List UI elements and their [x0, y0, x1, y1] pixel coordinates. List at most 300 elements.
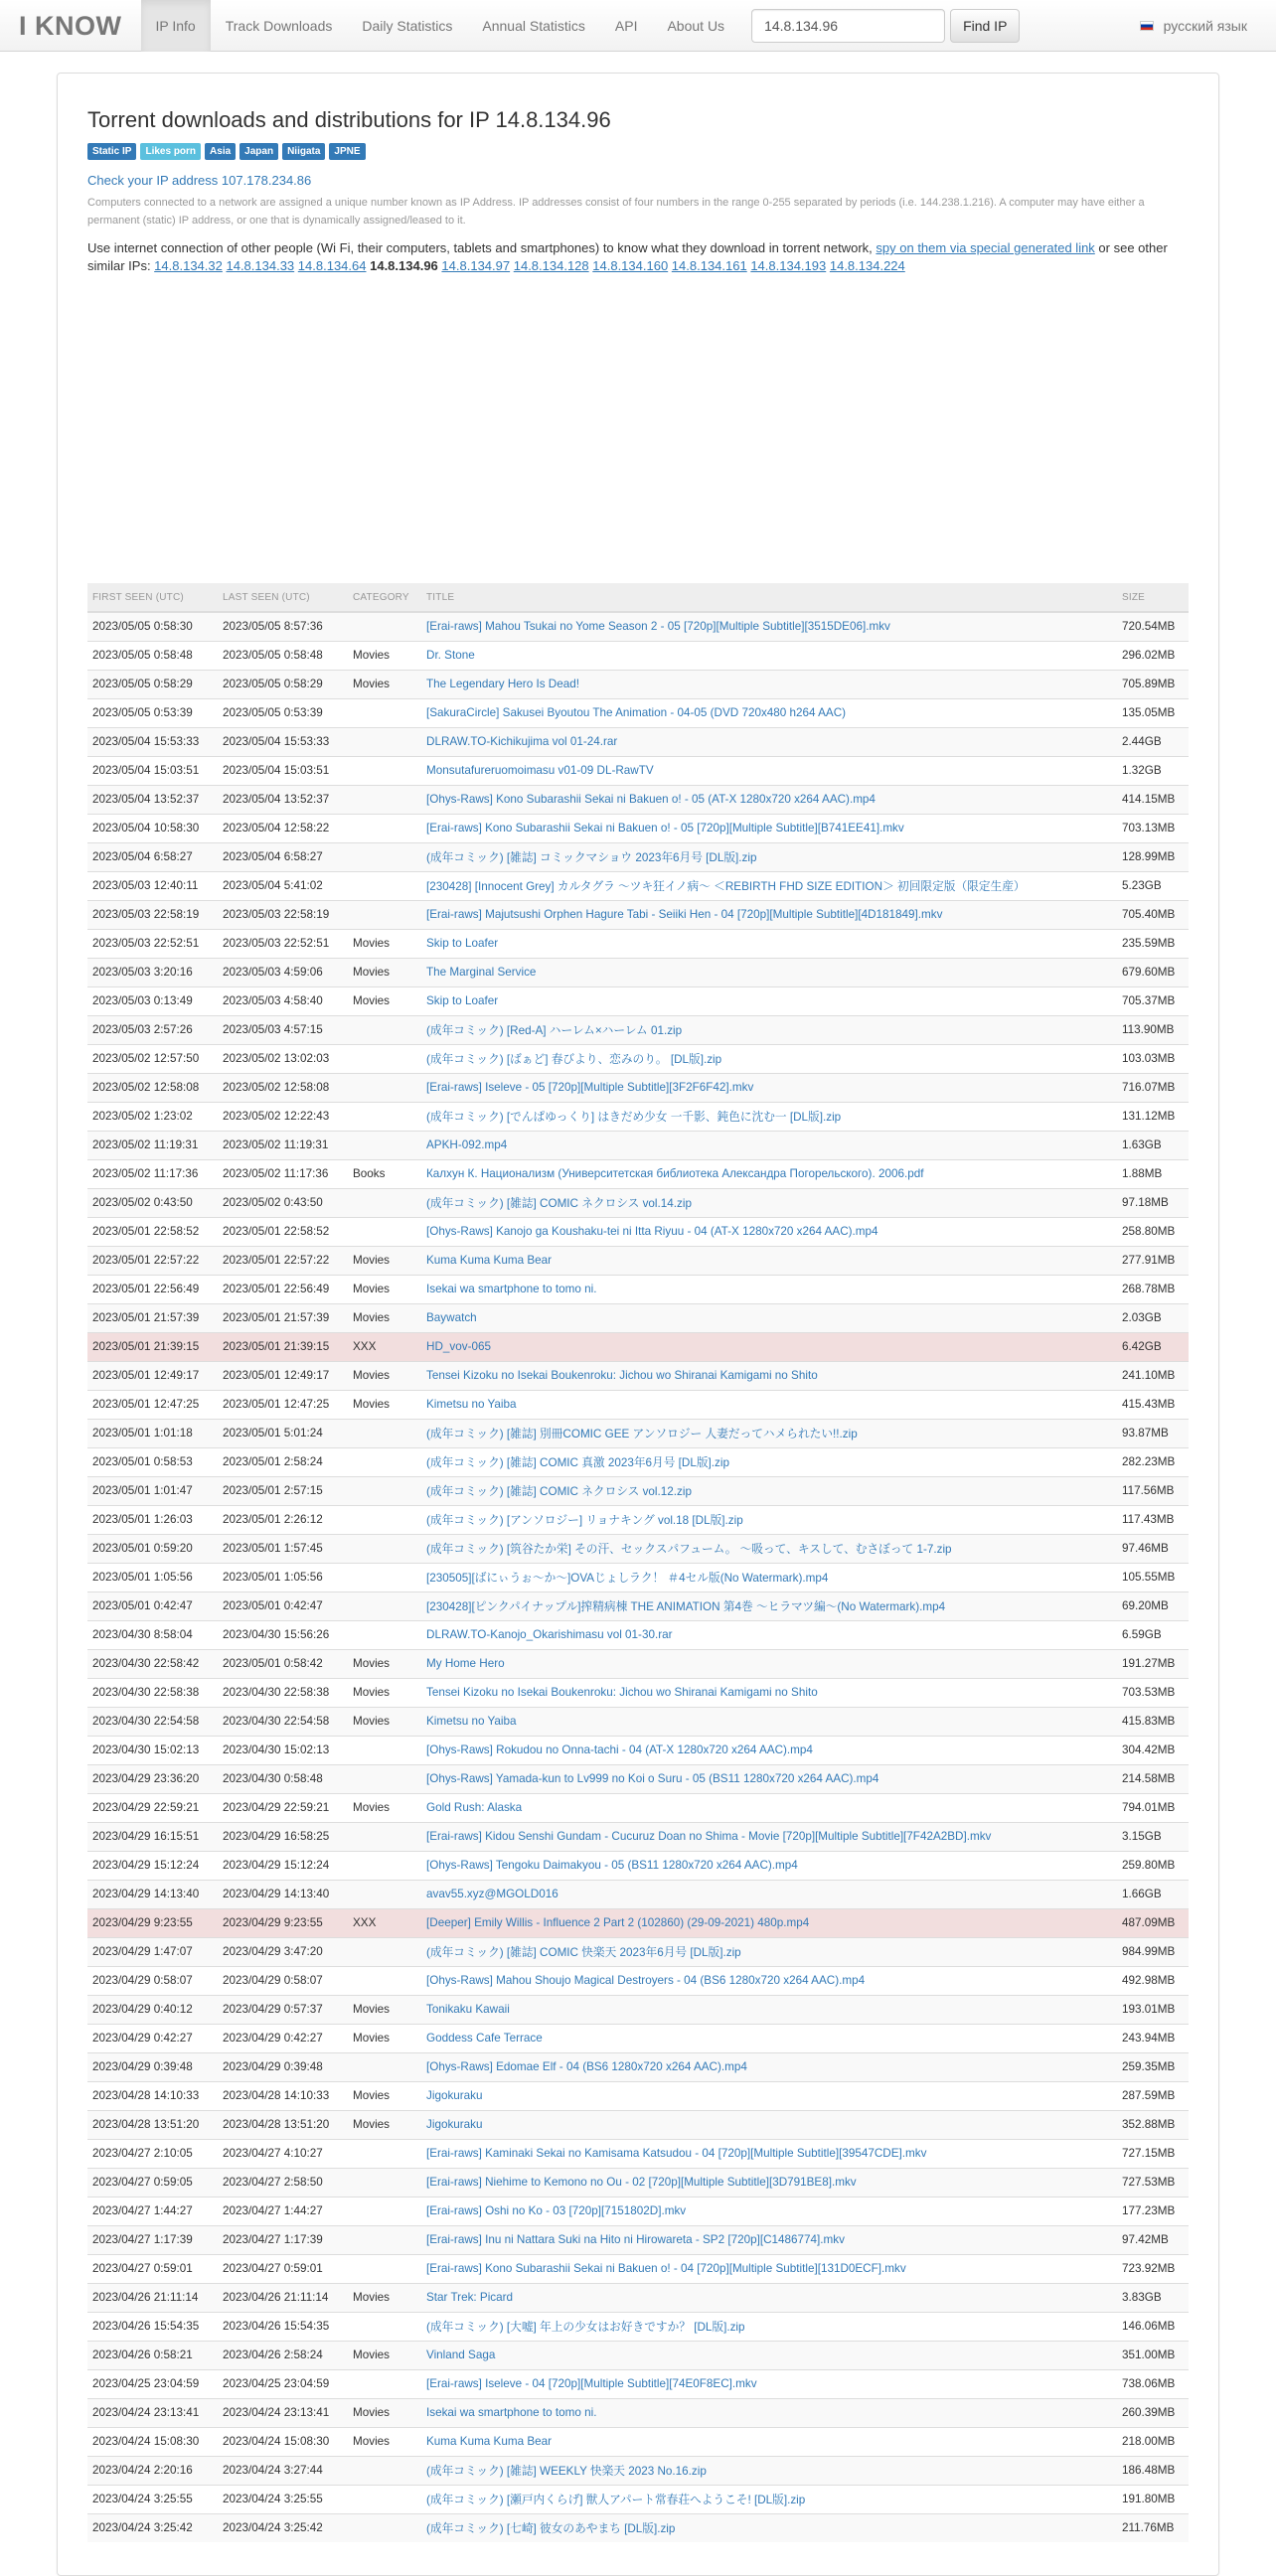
torrent-title-link[interactable]: Baywatch — [426, 1311, 477, 1324]
torrent-title-link[interactable]: Kuma Kuma Kuma Bear — [426, 1254, 553, 1267]
torrent-title-link[interactable]: Jigokuraku — [426, 2118, 483, 2131]
torrent-title-link[interactable]: [Ohys-Raws] Yamada-kun to Lv999 no Koi o Suru - 05 (BS11 1280x720 x264 AAC).mp4 — [426, 1772, 879, 1785]
header-size: SIZE — [1117, 583, 1189, 612]
size-cell: 679.60MB — [1117, 958, 1189, 986]
title-cell — [421, 1188, 1117, 1217]
category-cell — [348, 1188, 421, 1217]
title-cell — [421, 1591, 1117, 1620]
category-cell: Movies — [348, 2283, 421, 2312]
ip-search-form — [751, 9, 1020, 43]
table-row — [87, 1995, 1189, 2024]
size-cell: 727.15MB — [1117, 2139, 1189, 2168]
torrent-title-link[interactable]: (成年コミック) [Red-A] ハーレム×ハーレム 01.zip — [426, 1023, 683, 1037]
title-cell — [421, 1419, 1117, 1447]
size-cell: 177.23MB — [1117, 2197, 1189, 2225]
torrent-title-link[interactable]: Goddess Cafe Terrace — [426, 2032, 543, 2045]
size-cell: 716.07MB — [1117, 1073, 1189, 1102]
torrent-title-link[interactable]: Tensei Kizoku no Isekai Boukenroku: Jichou wo Shiranai Kamigami no Shito — [426, 1686, 818, 1699]
table-row — [87, 670, 1189, 698]
first-seen-cell: 2023/05/01 0:58:53 — [87, 1447, 218, 1476]
title-cell — [421, 929, 1117, 958]
table-row — [87, 1620, 1189, 1649]
title-cell — [421, 1563, 1117, 1591]
torrent-title-link[interactable]: [Erai-raws] Kono Subarashii Sekai ni Bakuen o! - 05 [720p][Multiple Subtitle][B741EE41].mkv — [426, 822, 904, 834]
last-seen-cell: 2023/05/05 0:53:39 — [218, 698, 348, 727]
title-cell — [421, 1736, 1117, 1764]
torrent-title-link[interactable]: (成年コミック) [七崎] 彼女のあやまち [DL版].zip — [426, 2521, 676, 2535]
last-seen-cell: 2023/04/26 15:54:35 — [218, 2312, 348, 2341]
last-seen-cell: 2023/04/28 13:51:20 — [218, 2110, 348, 2139]
title-cell — [421, 1131, 1117, 1159]
torrent-title-link[interactable]: [Erai-raws] Majutsushi Orphen Hagure Tabi - Seiiki Hen - 04 [720p][Multiple Subtitle][4D181849].mkv — [426, 908, 943, 921]
table-row — [87, 1591, 1189, 1620]
last-seen-cell: 2023/05/03 22:52:51 — [218, 929, 348, 958]
title-cell — [421, 1246, 1117, 1275]
last-seen-cell: 2023/04/29 0:58:07 — [218, 1966, 348, 1995]
table-row — [87, 2485, 1189, 2513]
torrent-title-link[interactable]: Isekai wa smartphone to tomo ni. — [426, 1283, 597, 1295]
size-cell: 296.02MB — [1117, 641, 1189, 670]
torrent-title-link[interactable]: (成年コミック) [雑誌] コミックマショウ 2023年6月号 [DL版].zip — [426, 850, 757, 864]
table-row — [87, 1678, 1189, 1707]
first-seen-cell: 2023/05/02 1:23:02 — [87, 1102, 218, 1131]
torrent-title-link[interactable]: [230505][ばにぃうぉ～か～]OVAじょしラク！ ＃4セル版(No Watermark).mp4 — [426, 1571, 829, 1585]
last-seen-cell: 2023/04/29 0:42:27 — [218, 2024, 348, 2052]
title-cell — [421, 2341, 1117, 2369]
last-seen-cell: 2023/05/01 2:57:15 — [218, 1476, 348, 1505]
size-cell: 241.10MB — [1117, 1361, 1189, 1390]
size-cell: 794.01MB — [1117, 1793, 1189, 1822]
first-seen-cell: 2023/05/01 22:57:22 — [87, 1246, 218, 1275]
first-seen-cell: 2023/05/04 15:53:33 — [87, 727, 218, 756]
torrent-title-link[interactable]: [230428][ピンクパイナップル]搾精病棟 THE ANIMATION 第4巻 ～ヒラマツ編～(No Watermark).mp4 — [426, 1599, 946, 1613]
size-cell: 97.18MB — [1117, 1188, 1189, 1217]
torrent-title-link[interactable]: [Erai-raws] Kaminaki Sekai no Kamisama Katsudou - 04 [720p][Multiple Subtitle][39547CDE].mkv — [426, 2147, 927, 2160]
size-cell: 720.54MB — [1117, 612, 1189, 641]
similar-ip-link[interactable]: 14.8.134.160 — [592, 258, 669, 273]
first-seen-cell: 2023/05/04 15:03:51 — [87, 756, 218, 785]
size-cell: 487.09MB — [1117, 1908, 1189, 1937]
size-cell: 2.03GB — [1117, 1303, 1189, 1332]
last-seen-cell: 2023/05/01 12:49:17 — [218, 1361, 348, 1390]
similar-ip-link[interactable]: 14.8.134.33 — [226, 258, 295, 273]
use-text-prefix: Use internet connection of other people (Wi Fi, their computers, tablets and smartphones) to know what they download in torrent network, — [87, 240, 877, 255]
first-seen-cell: 2023/05/01 0:42:47 — [87, 1591, 218, 1620]
category-cell: Movies — [348, 670, 421, 698]
ip-tag: Japan — [239, 143, 278, 160]
first-seen-cell: 2023/05/05 0:58:30 — [87, 612, 218, 641]
torrent-title-link[interactable]: avav55.xyz@MGOLD016 — [426, 1888, 558, 1900]
size-cell: 703.53MB — [1117, 1678, 1189, 1707]
category-cell — [348, 1736, 421, 1764]
torrent-title-link[interactable]: (成年コミック) [雑誌] WEEKLY 快楽天 2023 No.16.zip — [426, 2464, 707, 2478]
category-cell — [348, 1620, 421, 1649]
size-cell: 352.88MB — [1117, 2110, 1189, 2139]
table-row — [87, 1217, 1189, 1246]
navbar — [0, 0, 1276, 52]
similar-ip-link[interactable]: 14.8.134.193 — [750, 258, 827, 273]
size-cell: 259.35MB — [1117, 2052, 1189, 2081]
nav-track-downloads[interactable]: Track Downloads — [225, 17, 333, 34]
category-cell — [348, 2513, 421, 2542]
table-row — [87, 2225, 1189, 2254]
torrent-title-link[interactable]: Kimetsu no Yaiba — [426, 1715, 517, 1728]
category-cell: Movies — [348, 1361, 421, 1390]
brand-logo[interactable]: I KNOW — [19, 10, 122, 41]
title-cell — [421, 1275, 1117, 1303]
similar-ips-list — [154, 258, 905, 273]
title-cell — [421, 900, 1117, 929]
language-switch[interactable] — [1140, 0, 1247, 52]
size-cell: 1.63GB — [1117, 1131, 1189, 1159]
torrent-title-link[interactable]: (成年コミック) [大嘘] 年上の少女はお好きですか？ [DL版].zip — [426, 2320, 745, 2334]
title-cell — [421, 871, 1117, 900]
torrent-title-link[interactable]: [Ohys-Raws] Mahou Shoujo Magical Destroyers - 04 (BS6 1280x720 x264 AAC).mp4 — [426, 1974, 866, 1987]
title-cell — [421, 2283, 1117, 2312]
category-cell — [348, 842, 421, 871]
size-cell: 738.06MB — [1117, 2369, 1189, 2398]
table-row — [87, 1419, 1189, 1447]
title-cell — [421, 1966, 1117, 1995]
size-cell: 414.15MB — [1117, 785, 1189, 814]
table-row — [87, 1361, 1189, 1390]
spy-link[interactable]: spy on them via special generated link — [876, 240, 1095, 255]
table-row — [87, 1159, 1189, 1188]
table-row — [87, 1937, 1189, 1966]
category-cell — [348, 1591, 421, 1620]
torrent-title-link[interactable]: (成年コミック) [アンソロジー] リョナキング vol.18 [DL版].zip — [426, 1513, 743, 1527]
torrent-title-link[interactable]: (成年コミック) [筑谷たか栄] その汗、セックスパフューム。 ～吸って、キスして、むさぼって 1-7.zip — [426, 1542, 952, 1556]
size-cell: 351.00MB — [1117, 2341, 1189, 2369]
torrent-title-link[interactable]: [Erai-raws] Kono Subarashii Sekai ni Bakuen o! - 04 [720p][Multiple Subtitle][131D0ECF].mkv — [426, 2262, 906, 2275]
ip-search-input[interactable] — [751, 9, 945, 43]
category-cell — [348, 1880, 421, 1908]
title-cell — [421, 1851, 1117, 1880]
torrent-title-link[interactable]: [Erai-raws] Mahou Tsukai no Yome Season 2 - 05 [720p][Multiple Subtitle][3515DE06].mkv — [426, 620, 890, 634]
table-row — [87, 871, 1189, 900]
last-seen-cell: 2023/05/01 2:58:24 — [218, 1447, 348, 1476]
first-seen-cell: 2023/05/02 12:57:50 — [87, 1044, 218, 1073]
russia-flag-icon — [1140, 21, 1154, 31]
table-header-row — [87, 583, 1189, 612]
last-seen-cell: 2023/05/01 21:57:39 — [218, 1303, 348, 1332]
nav-annual-statistics[interactable]: Annual Statistics — [482, 17, 585, 34]
torrent-title-link[interactable]: Tonikaku Kawaii — [426, 2003, 510, 2016]
similar-ip-link[interactable]: 14.8.134.32 — [154, 258, 223, 273]
first-seen-cell: 2023/05/01 0:59:20 — [87, 1534, 218, 1563]
title-cell — [421, 2513, 1117, 2542]
first-seen-cell: 2023/05/03 0:13:49 — [87, 986, 218, 1015]
torrent-title-link[interactable]: Kuma Kuma Kuma Bear — [426, 2435, 553, 2448]
category-cell — [348, 1044, 421, 1073]
torrent-title-link[interactable]: Skip to Loafer — [426, 994, 499, 1007]
last-seen-cell: 2023/05/01 22:56:49 — [218, 1275, 348, 1303]
first-seen-cell: 2023/04/27 0:59:05 — [87, 2168, 218, 2197]
header-title: TITLE — [421, 583, 1117, 612]
size-cell: 243.94MB — [1117, 2024, 1189, 2052]
size-cell: 6.42GB — [1117, 1332, 1189, 1361]
torrent-title-link[interactable]: [Erai-raws] Niehime to Kemono no Ou - 02 [720p][Multiple Subtitle][3D791BE8].mkv — [426, 2176, 857, 2189]
torrent-title-link[interactable]: Dr. Stone — [426, 649, 475, 662]
first-seen-cell: 2023/04/30 22:58:42 — [87, 1649, 218, 1678]
title-cell — [421, 1995, 1117, 2024]
first-seen-cell: 2023/04/29 22:59:21 — [87, 1793, 218, 1822]
size-cell: 131.12MB — [1117, 1102, 1189, 1131]
table-row — [87, 1534, 1189, 1563]
size-cell: 705.40MB — [1117, 900, 1189, 929]
torrent-title-link[interactable]: (成年コミック) [雑誌] COMIC ネクロシス vol.14.zip — [426, 1196, 692, 1210]
torrent-title-link[interactable]: Jigokuraku — [426, 2089, 483, 2102]
nav-ip-info[interactable]: IP Info — [141, 0, 211, 52]
first-seen-cell: 2023/04/28 13:51:20 — [87, 2110, 218, 2139]
torrent-title-link[interactable]: Калхун К. Национализм (Университетская библиотека Александра Погорельского). 2006.pdf — [426, 1167, 924, 1180]
category-cell — [348, 2485, 421, 2513]
table-row — [87, 842, 1189, 871]
size-cell: 287.59MB — [1117, 2081, 1189, 2110]
table-row — [87, 1880, 1189, 1908]
similar-ip-link[interactable]: 14.8.134.64 — [297, 258, 367, 273]
torrent-title-link[interactable]: (成年コミック) [雑誌] COMIC 真激 2023年6月号 [DL版].zip — [426, 1455, 729, 1469]
table-row — [87, 785, 1189, 814]
ip-tags — [87, 143, 1189, 160]
size-cell: 117.43MB — [1117, 1505, 1189, 1534]
last-seen-cell: 2023/05/04 12:58:22 — [218, 814, 348, 842]
torrent-title-link[interactable]: (成年コミック) [でんぱゆっくり] はきだめ少女 一千影、鈍色に沈む一 [DL版].zip — [426, 1110, 842, 1124]
torrent-title-link[interactable]: [Ohys-Raws] Rokudou no Onna-tachi - 04 (AT-X 1280x720 x264 AAC).mp4 — [426, 1743, 813, 1756]
torrent-title-link[interactable]: [Erai-raws] Kidou Senshi Gundam - Cucuruz Doan no Shima - Movie [720p][Multiple Subtitle][7F42A2BD].mkv — [426, 1830, 992, 1843]
category-cell: Movies — [348, 958, 421, 986]
first-seen-cell: 2023/05/01 22:58:52 — [87, 1217, 218, 1246]
torrent-title-link[interactable]: APKH-092.mp4 — [426, 1138, 508, 1151]
size-cell: 97.46MB — [1117, 1534, 1189, 1563]
table-row — [87, 1649, 1189, 1678]
category-cell — [348, 1015, 421, 1044]
table-row — [87, 1736, 1189, 1764]
table-row — [87, 1303, 1189, 1332]
similar-ip-link[interactable]: 14.8.134.161 — [671, 258, 747, 273]
table-row — [87, 727, 1189, 756]
table-row — [87, 1707, 1189, 1736]
category-cell: Movies — [348, 986, 421, 1015]
size-cell: 93.87MB — [1117, 1419, 1189, 1447]
torrent-title-link[interactable]: (成年コミック) [雑誌] COMIC ネクロシス vol.12.zip — [426, 1484, 692, 1498]
last-seen-cell: 2023/05/05 0:58:48 — [218, 641, 348, 670]
torrent-title-link[interactable]: [230428] [Innocent Grey] カルタグラ ～ツキ狂イノ病～ ＜REBIRTH FHD SIZE EDITION＞ 初回限定版（限定生産） — [426, 879, 1026, 893]
torrent-title-link[interactable]: Tensei Kizoku no Isekai Boukenroku: Jichou wo Shiranai Kamigami no Shito — [426, 1369, 818, 1382]
category-cell — [348, 900, 421, 929]
category-cell: XXX — [348, 1908, 421, 1937]
category-cell — [348, 1073, 421, 1102]
first-seen-cell: 2023/04/29 14:13:40 — [87, 1880, 218, 1908]
torrent-title-link[interactable]: Monsutafureruomoimasu v01-09 DL-RawTV — [426, 764, 654, 777]
check-your-ip-link[interactable]: Check your IP address 107.178.234.86 — [87, 173, 312, 188]
torrent-title-link[interactable]: (成年コミック) [ばぁど] 春びより、恋みのり。 [DL版].zip — [426, 1052, 722, 1066]
title-cell — [421, 1361, 1117, 1390]
size-cell: 1.32GB — [1117, 756, 1189, 785]
first-seen-cell: 2023/05/01 1:01:18 — [87, 1419, 218, 1447]
similar-ip-link[interactable]: 14.8.134.97 — [441, 258, 511, 273]
torrent-title-link[interactable]: The Marginal Service — [426, 966, 537, 979]
torrent-title-link[interactable]: Gold Rush: Alaska — [426, 1801, 523, 1814]
category-cell — [348, 698, 421, 727]
torrent-title-link[interactable]: [Erai-raws] Oshi no Ko - 03 [720p][7151802D].mkv — [426, 2204, 687, 2217]
torrent-title-link[interactable]: [Ohys-Raws] Kanojo ga Koushaku-tei ni Itta Riyuu - 04 (AT-X 1280x720 x264 AAC).mp4 — [426, 1225, 878, 1238]
table-row — [87, 1764, 1189, 1793]
first-seen-cell: 2023/04/26 0:58:21 — [87, 2341, 218, 2369]
title-cell — [421, 1764, 1117, 1793]
category-cell — [348, 1505, 421, 1534]
similar-ip-link[interactable]: 14.8.134.128 — [513, 258, 589, 273]
title-cell — [421, 1620, 1117, 1649]
first-seen-cell: 2023/04/30 22:58:38 — [87, 1678, 218, 1707]
last-seen-cell: 2023/04/27 0:59:01 — [218, 2254, 348, 2283]
page-title: Torrent downloads and distributions for IP 14.8.134.96 — [87, 107, 611, 132]
title-cell — [421, 1217, 1117, 1246]
last-seen-cell: 2023/05/05 8:57:36 — [218, 612, 348, 641]
torrent-title-link[interactable]: (成年コミック) [雑誌] 別冊COMIC GEE アンソロジー 人妻だってハメられたい!!.zip — [426, 1427, 858, 1440]
last-seen-cell: 2023/04/30 22:58:38 — [218, 1678, 348, 1707]
size-cell: 304.42MB — [1117, 1736, 1189, 1764]
first-seen-cell: 2023/04/29 0:40:12 — [87, 1995, 218, 2024]
nav-daily-statistics[interactable]: Daily Statistics — [362, 17, 453, 34]
first-seen-cell: 2023/04/27 1:17:39 — [87, 2225, 218, 2254]
torrent-title-link[interactable]: [Erai-raws] Iseleve - 05 [720p][Multiple Subtitle][3F2F6F42].mkv — [426, 1081, 754, 1094]
torrent-title-link[interactable]: Star Trek: Picard — [426, 2291, 514, 2304]
last-seen-cell: 2023/05/02 11:19:31 — [218, 1131, 348, 1159]
category-cell — [348, 2168, 421, 2197]
first-seen-cell: 2023/04/29 0:39:48 — [87, 2052, 218, 2081]
size-cell: 113.90MB — [1117, 1015, 1189, 1044]
torrent-title-link[interactable]: [Ohys-Raws] Edomae Elf - 04 (BS6 1280x720 x264 AAC).mp4 — [426, 2060, 747, 2073]
table-row — [87, 2081, 1189, 2110]
first-seen-cell: 2023/04/30 15:02:13 — [87, 1736, 218, 1764]
first-seen-cell: 2023/05/02 11:19:31 — [87, 1131, 218, 1159]
first-seen-cell: 2023/04/30 8:58:04 — [87, 1620, 218, 1649]
size-cell: 3.83GB — [1117, 2283, 1189, 2312]
first-seen-cell: 2023/04/24 2:20:16 — [87, 2456, 218, 2485]
category-cell — [348, 1217, 421, 1246]
size-cell: 193.01MB — [1117, 1995, 1189, 2024]
torrent-title-link[interactable]: Vinland Saga — [426, 2349, 496, 2361]
last-seen-cell: 2023/05/04 13:52:37 — [218, 785, 348, 814]
table-row — [87, 2254, 1189, 2283]
first-seen-cell: 2023/05/01 22:56:49 — [87, 1275, 218, 1303]
size-cell: 5.23GB — [1117, 871, 1189, 900]
title-cell — [421, 698, 1117, 727]
last-seen-cell: 2023/05/04 6:58:27 — [218, 842, 348, 871]
category-cell — [348, 727, 421, 756]
category-cell: Movies — [348, 2341, 421, 2369]
table-row — [87, 2168, 1189, 2197]
title-cell — [421, 2485, 1117, 2513]
torrent-title-link[interactable]: [SakuraCircle] Sakusei Byoutou The Animation - 04-05 (DVD 720x480 h264 AAC) — [426, 706, 847, 719]
size-cell: 128.99MB — [1117, 842, 1189, 871]
table-row — [87, 1390, 1189, 1419]
last-seen-cell: 2023/04/24 3:27:44 — [218, 2456, 348, 2485]
category-cell — [348, 814, 421, 842]
category-cell: Movies — [348, 1275, 421, 1303]
torrent-title-link[interactable]: Kimetsu no Yaiba — [426, 1398, 517, 1411]
find-ip-button[interactable]: Find IP — [950, 9, 1020, 43]
torrent-title-link[interactable]: Skip to Loafer — [426, 937, 499, 950]
first-seen-cell: 2023/04/27 0:59:01 — [87, 2254, 218, 2283]
first-seen-cell: 2023/04/26 21:11:14 — [87, 2283, 218, 2312]
title-cell — [421, 1476, 1117, 1505]
ad-space — [87, 285, 1189, 583]
torrent-title-link[interactable]: My Home Hero — [426, 1657, 505, 1670]
title-cell — [421, 1390, 1117, 1419]
torrent-title-link[interactable]: [Erai-raws] Iseleve - 04 [720p][Multiple Subtitle][74E0F8EC].mkv — [426, 2377, 757, 2390]
nav-api[interactable]: API — [614, 17, 638, 34]
torrent-title-link[interactable]: (成年コミック) [雑誌] COMIC 快楽天 2023年6月号 [DL版].zip — [426, 1945, 741, 1959]
category-cell: Movies — [348, 1303, 421, 1332]
first-seen-cell: 2023/04/24 15:08:30 — [87, 2427, 218, 2456]
torrent-title-link[interactable]: DLRAW.TO-Kichikujima vol 01-24.rar — [426, 735, 618, 748]
title-cell — [421, 1649, 1117, 1678]
table-row — [87, 2369, 1189, 2398]
title-cell — [421, 670, 1117, 698]
table-row — [87, 1275, 1189, 1303]
title-cell — [421, 1303, 1117, 1332]
title-cell — [421, 1159, 1117, 1188]
table-row — [87, 1822, 1189, 1851]
torrent-title-link[interactable]: HD_vov-065 — [426, 1340, 491, 1353]
category-cell: Movies — [348, 1246, 421, 1275]
table-row — [87, 1188, 1189, 1217]
nav-about-us[interactable]: About Us — [667, 17, 725, 34]
table-row — [87, 2513, 1189, 2542]
table-row — [87, 2283, 1189, 2312]
table-row — [87, 958, 1189, 986]
category-cell: Movies — [348, 2081, 421, 2110]
torrent-title-link[interactable]: [Ohys-Raws] Tengoku Daimakyou - 05 (BS11 1280x720 x264 AAC).mp4 — [426, 1859, 798, 1872]
category-cell: Movies — [348, 1995, 421, 2024]
title-cell — [421, 1073, 1117, 1102]
similar-ip-link[interactable]: 14.8.134.224 — [829, 258, 905, 273]
title-cell — [421, 1793, 1117, 1822]
torrent-title-link[interactable]: The Legendary Hero Is Dead! — [426, 678, 579, 690]
title-cell — [421, 2110, 1117, 2139]
torrent-title-link[interactable]: Isekai wa smartphone to tomo ni. — [426, 2406, 597, 2419]
title-cell — [421, 1822, 1117, 1851]
title-cell — [421, 1937, 1117, 1966]
table-row — [87, 1102, 1189, 1131]
category-cell — [348, 1764, 421, 1793]
torrent-title-link[interactable]: (成年コミック) [瀬戸内くらげ] 獣人アパート常春荘へようこそ! [DL版].zip — [426, 2493, 806, 2506]
torrent-title-link[interactable]: [Ohys-Raws] Kono Subarashii Sekai ni Bakuen o! - 05 (AT-X 1280x720 x264 AAC).mp4 — [426, 793, 876, 806]
first-seen-cell: 2023/05/04 10:58:30 — [87, 814, 218, 842]
first-seen-cell: 2023/05/03 12:40:11 — [87, 871, 218, 900]
ip-tag: Static IP — [87, 143, 136, 160]
first-seen-cell: 2023/04/28 14:10:33 — [87, 2081, 218, 2110]
torrent-title-link[interactable]: [Erai-raws] Inu ni Nattara Suki na Hito ni Hirowareta - SP2 [720p][C1486774].mkv — [426, 2233, 845, 2246]
ip-tag: JPNE — [329, 143, 365, 160]
category-cell — [348, 871, 421, 900]
header-first-seen: FIRST SEEN (UTC) — [87, 583, 218, 612]
torrent-title-link[interactable]: [Deeper] Emily Willis - Influence 2 Part 2 (102860) (29-09-2021) 480p.mp4 — [426, 1916, 810, 1929]
torrent-title-link[interactable]: DLRAW.TO-Kanojo_Okarishimasu vol 01-30.rar — [426, 1628, 673, 1641]
first-seen-cell: 2023/05/05 0:53:39 — [87, 698, 218, 727]
size-cell: 69.20MB — [1117, 1591, 1189, 1620]
category-cell: Books — [348, 1159, 421, 1188]
last-seen-cell: 2023/04/28 14:10:33 — [218, 2081, 348, 2110]
category-cell: Movies — [348, 1678, 421, 1707]
last-seen-cell: 2023/05/01 5:01:24 — [218, 1419, 348, 1447]
category-cell — [348, 2456, 421, 2485]
title-cell — [421, 1908, 1117, 1937]
table-row — [87, 1073, 1189, 1102]
title-cell — [421, 1447, 1117, 1476]
